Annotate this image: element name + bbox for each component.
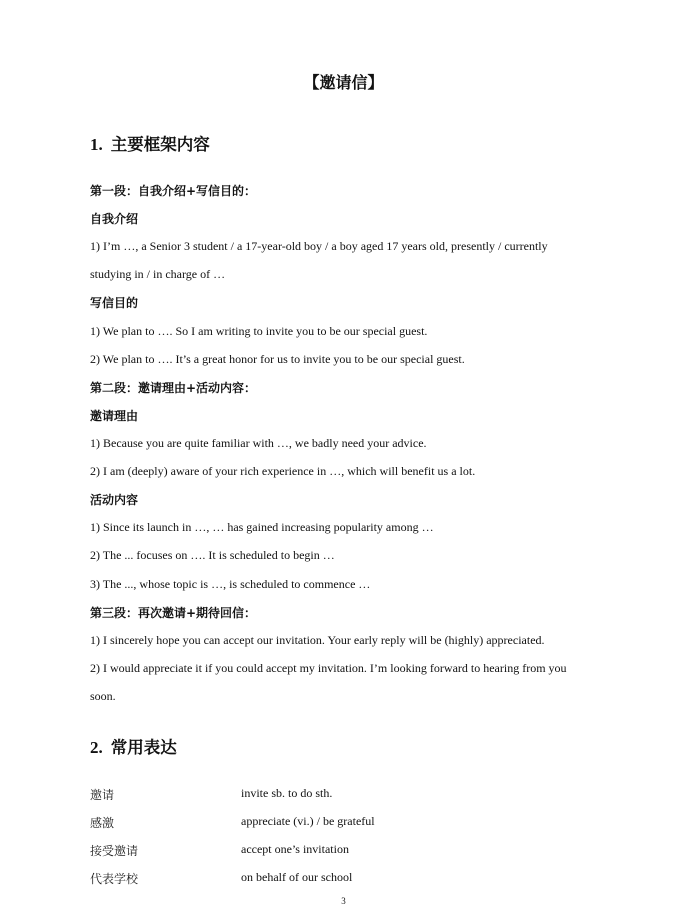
text-line: 1) Since its launch in …, … has gained increasing popularity among … xyxy=(90,520,434,534)
expression-term: 邀请 xyxy=(90,788,115,802)
expression-term: 代表学校 xyxy=(90,872,139,886)
section-title: 主要框架内容 xyxy=(110,135,210,154)
expression-term: 感激 xyxy=(90,816,115,830)
page-title: 【邀请信】 xyxy=(303,73,384,92)
text-line: 1) We plan to …. So I am writing to invite you to be our special guest. xyxy=(90,324,428,338)
expression-english: on behalf of our school xyxy=(241,870,353,884)
text-line: 2) I would appreciate it if you could accept my invitation. I’m looking forward to hearing from you xyxy=(90,661,567,675)
paragraph-3-heading: 第三段：再次邀请+期待回信： xyxy=(90,606,257,620)
section-2-heading xyxy=(90,734,177,758)
subheading-activity: 活动内容 xyxy=(90,493,139,507)
section-title: 常用表达 xyxy=(110,738,177,757)
paragraph-1-heading: 第一段：自我介绍+写信目的： xyxy=(90,184,257,198)
expression-english: invite sb. to do sth. xyxy=(241,786,333,800)
subheading-reason: 邀请理由 xyxy=(90,409,139,423)
subheading-purpose: 写信目的 xyxy=(90,296,139,310)
page-number: 3 xyxy=(341,896,346,906)
section-number: 2. xyxy=(90,738,103,757)
text-line: soon. xyxy=(90,689,116,703)
expression-english: appreciate (vi.) / be grateful xyxy=(241,814,375,828)
text-line: 1) Because you are quite familiar with …, we badly need your advice. xyxy=(90,436,427,450)
paragraph-2-heading: 第二段：邀请理由+活动内容： xyxy=(90,381,257,395)
text-line: 1) I sincerely hope you can accept our invitation. Your early reply will be (highly) appreciated. xyxy=(90,633,545,647)
text-line: 2) We plan to …. It’s a great honor for us to invite you to be our special guest. xyxy=(90,352,465,366)
text-line: studying in / in charge of … xyxy=(90,267,226,281)
subheading-self-intro: 自我介绍 xyxy=(90,212,139,226)
section-1-heading xyxy=(90,131,210,155)
text-line: 1) I’m …, a Senior 3 student / a 17-year-old boy / a boy aged 17 years old, presently / currently xyxy=(90,239,548,253)
text-line: 2) I am (deeply) aware of your rich experience in …, which will benefit us a lot. xyxy=(90,464,476,478)
text-line: 3) The ..., whose topic is …, is scheduled to commence … xyxy=(90,577,371,591)
section-number: 1. xyxy=(90,135,103,154)
expression-english: accept one’s invitation xyxy=(241,842,349,856)
text-line: 2) The ... focuses on …. It is scheduled to begin … xyxy=(90,548,335,562)
expression-term: 接受邀请 xyxy=(90,844,139,858)
